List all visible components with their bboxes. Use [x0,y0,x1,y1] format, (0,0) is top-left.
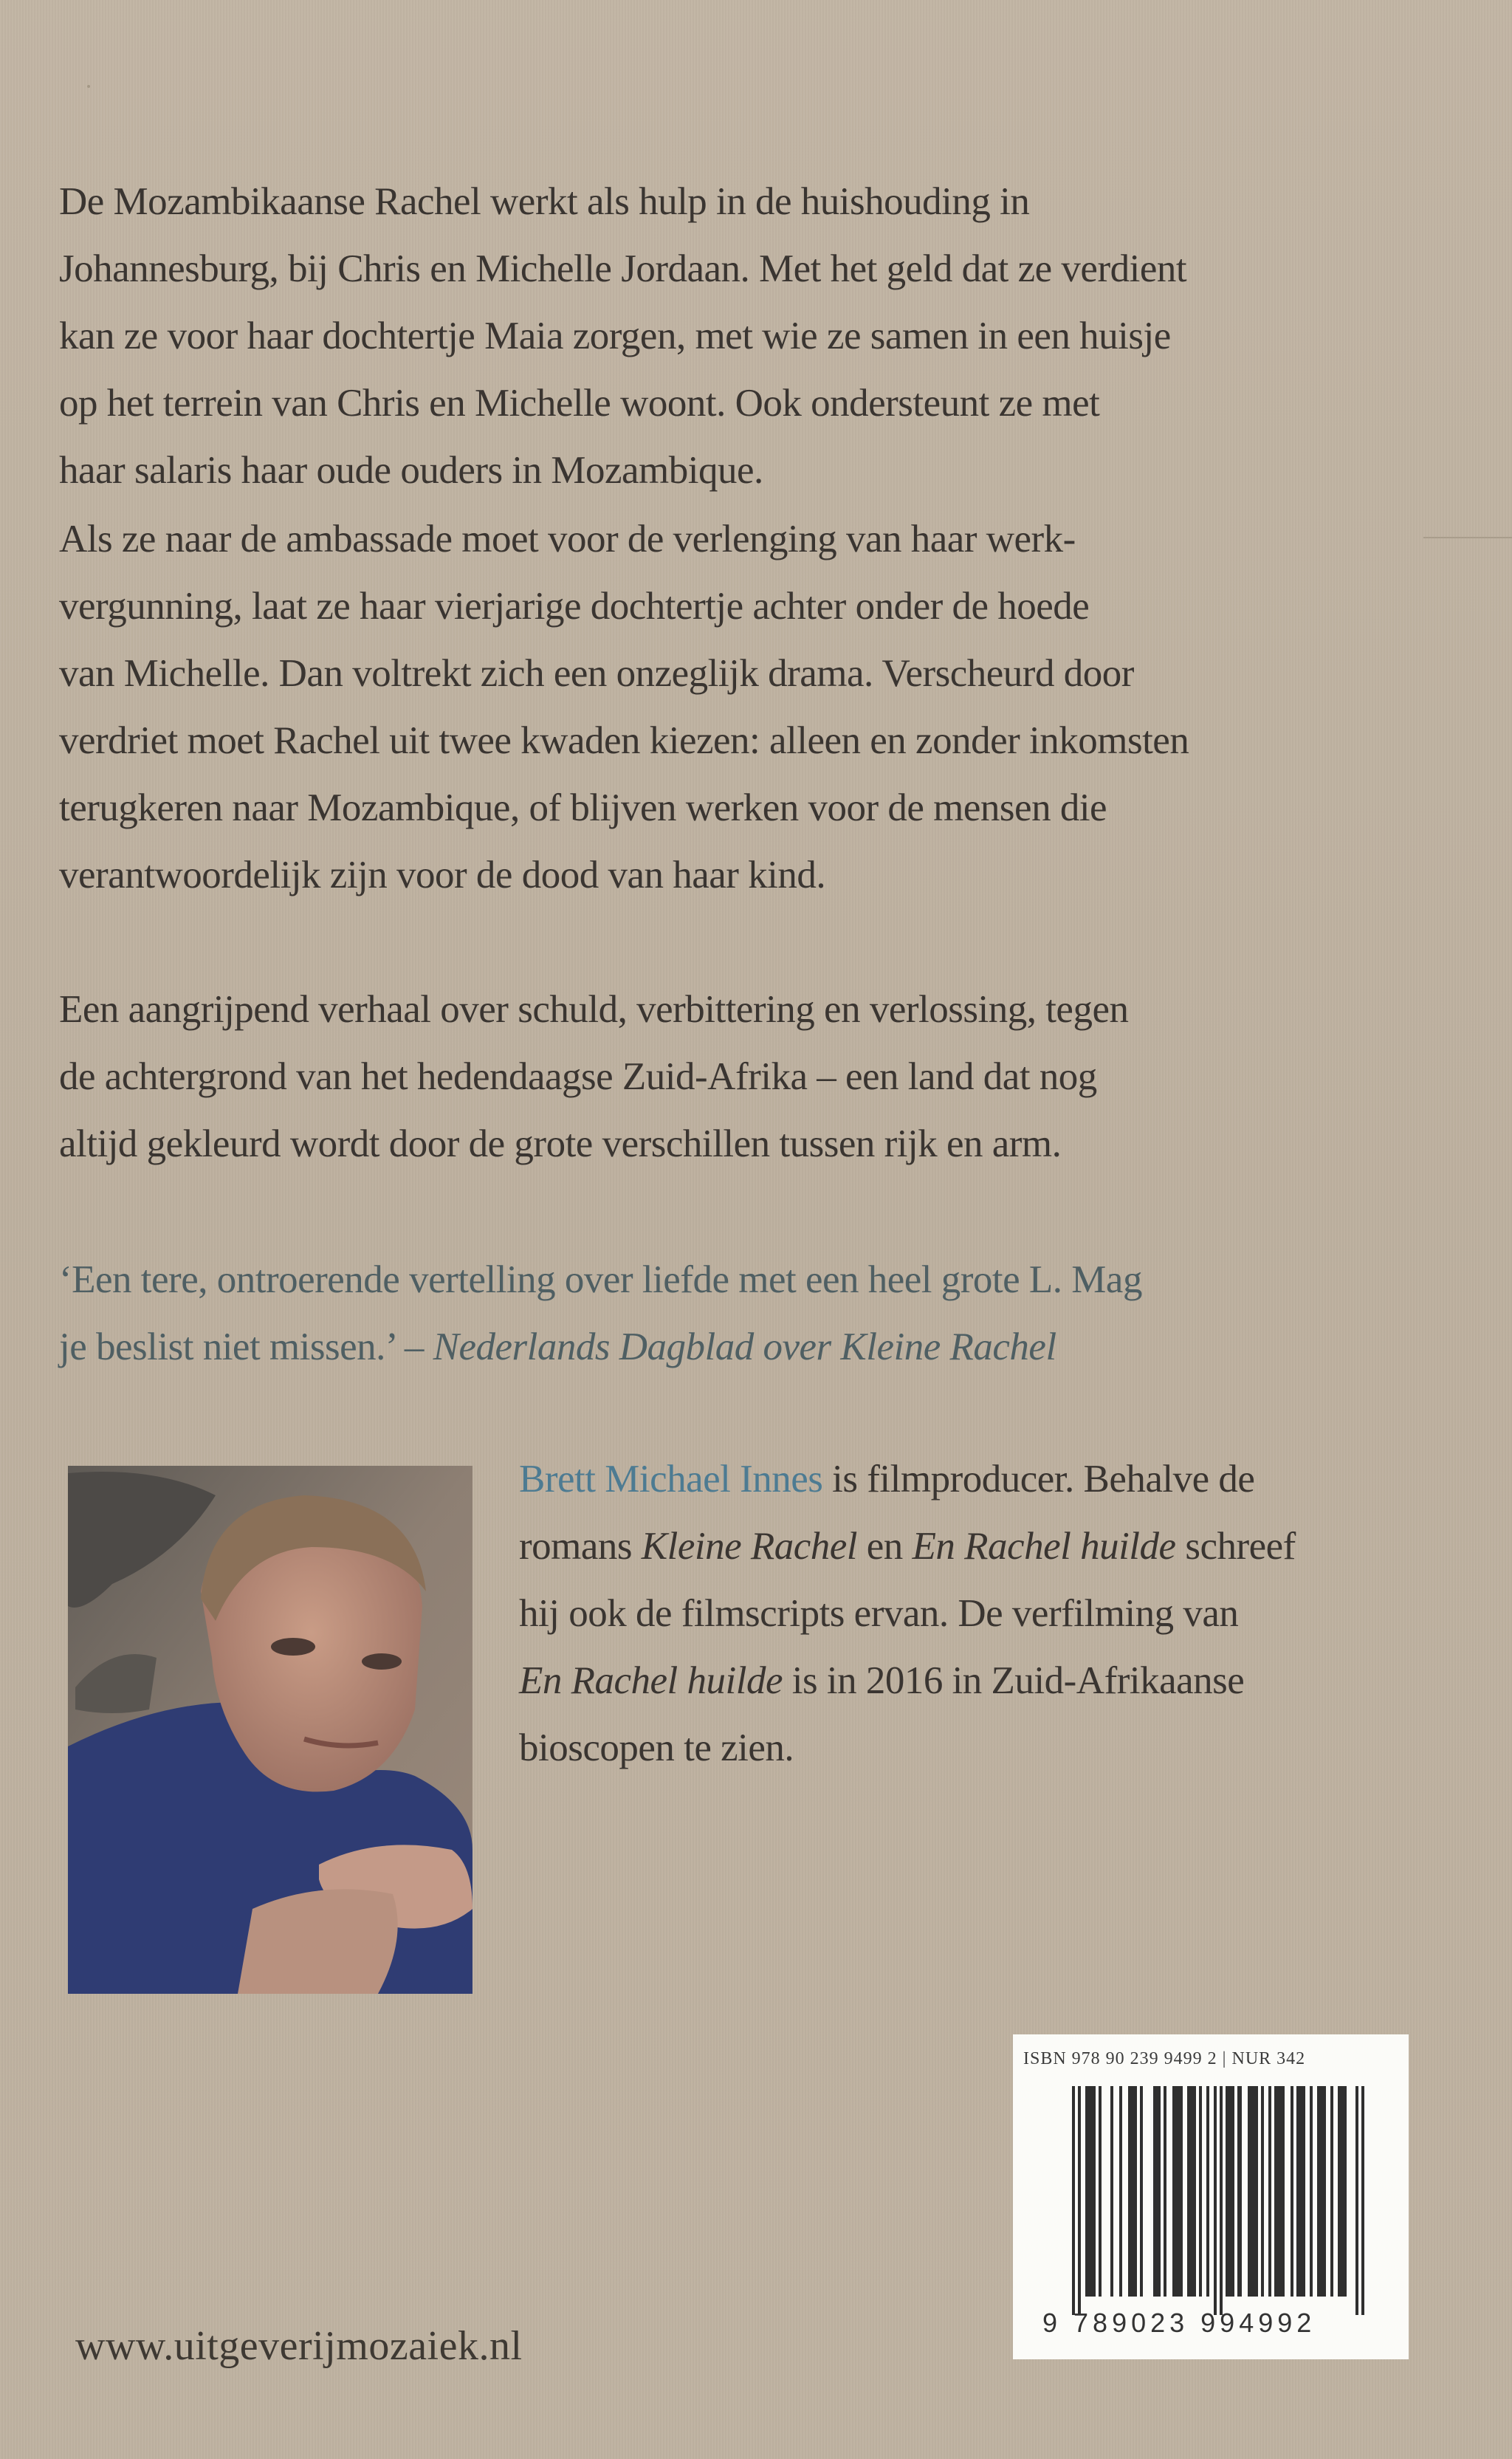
text-line: de achtergrond van het hedendaagse Zuid-Afrika – een land dat nog [59,1055,1097,1098]
text-line: haar salaris haar oude ouders in Mozambique. [59,449,763,492]
print-mark [87,85,90,88]
bio-line [519,1647,1449,1715]
bio-text: is filmproducer. Behalve de [822,1458,1255,1501]
bio-text: romans [519,1525,642,1568]
quote-line [59,1314,1432,1381]
barcode-label [1013,2034,1409,2359]
isbn-text: ISBN 978 90 239 9499 2 | NUR 342 [1023,2049,1306,2068]
text-line: vergunning, laat ze haar vierjarige dochtertje achter onder de hoede [59,585,1090,628]
text-line: terugkeren naar Mozambique, of blijven werken voor de mensen die [59,786,1107,829]
blurb-paragraph-3 [59,976,1432,1178]
bio-line [519,1446,1449,1513]
book-title: Kleine Rachel [641,1525,858,1568]
text-line: Als ze naar de ambassade moet voor de verlenging van haar werk- [59,518,1076,560]
bio-text: en [857,1525,913,1568]
text-line: verantwoordelijk zijn voor de dood van haar kind. [59,854,826,896]
bio-text: schreef [1175,1525,1296,1568]
text-line: Een aangrijpend verhaal over schuld, verbittering en verlossing, tegen [59,988,1129,1031]
publisher-website[interactable]: www.uitgeverijmozaiek.nl [75,2323,523,2369]
fold-mark [1423,537,1512,538]
author-portrait-icon [68,1466,472,1994]
bio-text: is in 2016 in Zuid-Afrikaanse [783,1659,1245,1702]
text-line: verdriet moet Rachel uit twee kwaden kiezen: alleen en zonder inkomsten [59,719,1189,762]
text-line: Johannesburg, bij Chris en Michelle Jordaan. Met het geld dat ze verdient [59,247,1187,290]
book-title: En Rachel huilde [912,1525,1176,1568]
quote-text: je beslist niet missen.’ – [59,1325,433,1368]
quote-line: ‘Een tere, ontroerende vertelling over liefde met een heel grote L. Mag [59,1258,1142,1301]
text-line: De Mozambikaanse Rachel werkt als hulp in de huishouding in [59,180,1030,223]
blurb-paragraph-1 [59,168,1432,504]
author-bio [519,1446,1449,1782]
text-line: van Michelle. Dan voltrekt zich een onzeglijk drama. Verscheurd door [59,652,1134,695]
author-photo [68,1466,472,1994]
barcode-icon [1072,2086,1367,2315]
blurb-paragraph-2 [59,506,1432,909]
barcode-digits: 9 789023 994992 [1042,2308,1316,2338]
bio-line [519,1513,1449,1580]
text-line: op het terrein van Chris en Michelle woont. Ook ondersteunt ze met [59,382,1100,425]
bio-line: bioscopen te zien. [519,1726,794,1769]
quote-source: Nederlands Dagblad over Kleine Rachel [433,1325,1056,1368]
text-line: kan ze voor haar dochtertje Maia zorgen, met wie ze samen in een huisje [59,315,1171,357]
bio-line: hij ook de filmscripts ervan. De verfilming van [519,1592,1239,1635]
book-title: En Rachel huilde [519,1659,783,1702]
author-name: Brett Michael Innes [519,1458,823,1501]
press-quote [59,1246,1432,1381]
text-line: altijd gekleurd wordt door de grote verschillen tussen rijk en arm. [59,1122,1062,1165]
